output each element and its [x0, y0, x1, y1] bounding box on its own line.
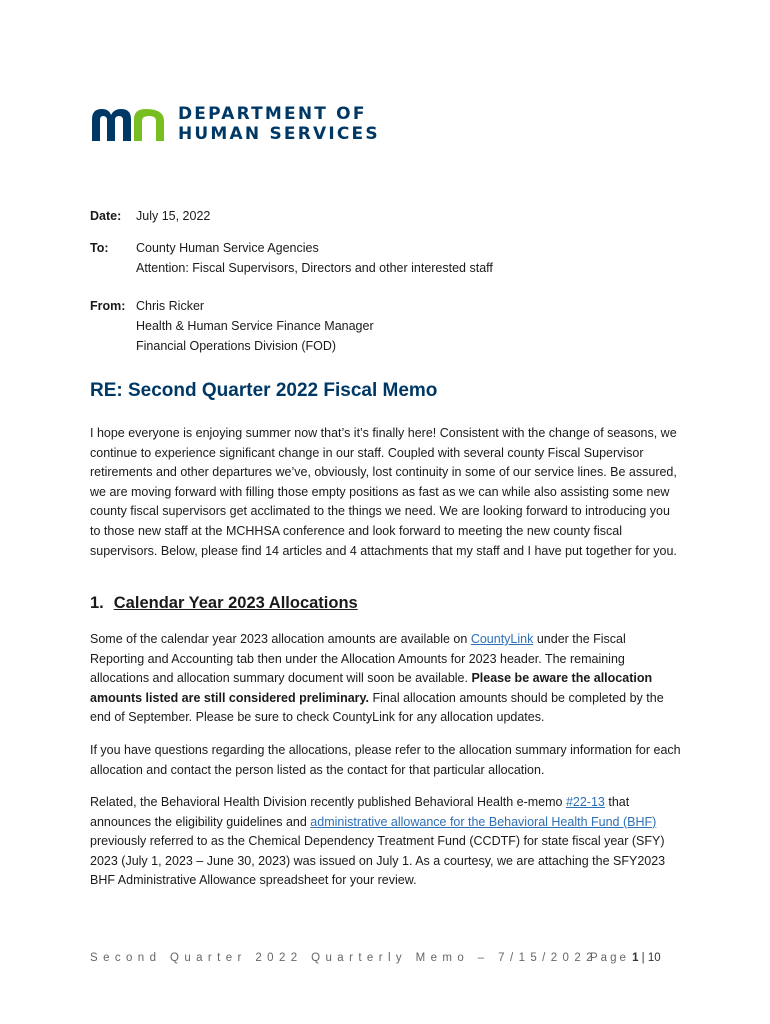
memo-title: RE: Second Quarter 2022 Fiscal Memo [90, 380, 438, 401]
text-run: previously referred to as the Chemical Dependency Treatment Fund (CCDTF) for state fiscal year (SFY) 2023 (July 1, 2023 – June 30, 2023) was issued on July 1. As a courtesy, we are attaching the SFY2023 BHF Administrative Allowance spreadsheet for your review. [90, 834, 666, 888]
page-word: Page [590, 952, 629, 964]
logo-line-2: HUMAN SERVICES [178, 124, 380, 144]
footer-memo-title: Second Quarter 2022 Quarterly Memo – 7/15/2022 [90, 952, 598, 964]
section-1-paragraph-2: If you have questions regarding the allocations, please refer to the allocation summary information for each allocation and contact the person listed as the contact for that particular allocation. [90, 743, 681, 777]
logo-line-1: DEPARTMENT OF [178, 104, 367, 124]
section-1-number: 1. [90, 594, 104, 612]
text-run: Final allocation amounts should be completed by the end of September. Please be sure to check CountyLink for any allocation updates. [90, 690, 664, 725]
text-run: under the Fiscal Reporting and Accounting tab then under the Allocation Amounts for 2023 header. The remaining allocations and allocation summary document will soon be available. [90, 632, 626, 686]
from-line-3: Financial Operations Division (FOD) [136, 339, 337, 353]
minnesota-mn-logo-icon [90, 107, 166, 141]
from-label: From: [90, 299, 126, 313]
bhf-allowance-link[interactable]: administrative allowance for the Behavioral Health Fund (BHF) [310, 814, 657, 829]
to-line-1: County Human Service Agencies [136, 241, 319, 255]
text-run: that announces the eligibility guidelines and [90, 795, 630, 829]
to-label: To: [90, 241, 109, 255]
page-total: 10 [647, 952, 661, 964]
footer-page-number [590, 952, 661, 964]
bold-notice: Please be aware the allocation amounts listed are still considered preliminary. [90, 671, 653, 705]
intro-paragraph: I hope everyone is enjoying summer now that’s it’s finally here! Consistent with the change of seasons, we continue to experience significant change in our staff. Coupled with several county Fiscal Supervisor retirements and other departures we’ve, obviously, lost continuity in some of our service lines. Be assured, we are moving forward with filling those empty positions as fast as we can while also assisting some new county fiscal supervisors get acclimated to the things we need. We are looking forward to introducing you to those new staff at the MCHHSA conference and look forward to meeting the new county fiscal supervisors. Below, please find 14 articles and 4 attachments that my staff and I have put together for you. [90, 426, 677, 558]
text-run: Related, the Behavioral Health Division recently published Behavioral Health e-memo [90, 795, 566, 809]
section-1-paragraph-1 [90, 630, 682, 728]
text-run: Some of the calendar year 2023 allocation amounts are available on [90, 632, 471, 646]
ememo-22-13-link[interactable]: #22-13 [565, 795, 605, 809]
countylink-link[interactable]: CountyLink [470, 632, 534, 646]
from-line-2: Health & Human Service Finance Manager [136, 319, 374, 333]
logo-wordmark [178, 104, 380, 144]
dhs-logo [90, 104, 380, 144]
section-1-heading [90, 594, 358, 613]
date-label: Date: [90, 209, 122, 223]
to-line-2: Attention: Fiscal Supervisors, Directors and other interested staff [136, 261, 493, 275]
section-1-title: Calendar Year 2023 Allocations [113, 594, 358, 612]
page-separator: | [641, 952, 645, 964]
section-1-paragraph-3 [90, 793, 682, 891]
date-value: July 15, 2022 [136, 209, 211, 223]
from-line-1: Chris Ricker [136, 299, 205, 313]
page-current: 1 [632, 952, 639, 964]
